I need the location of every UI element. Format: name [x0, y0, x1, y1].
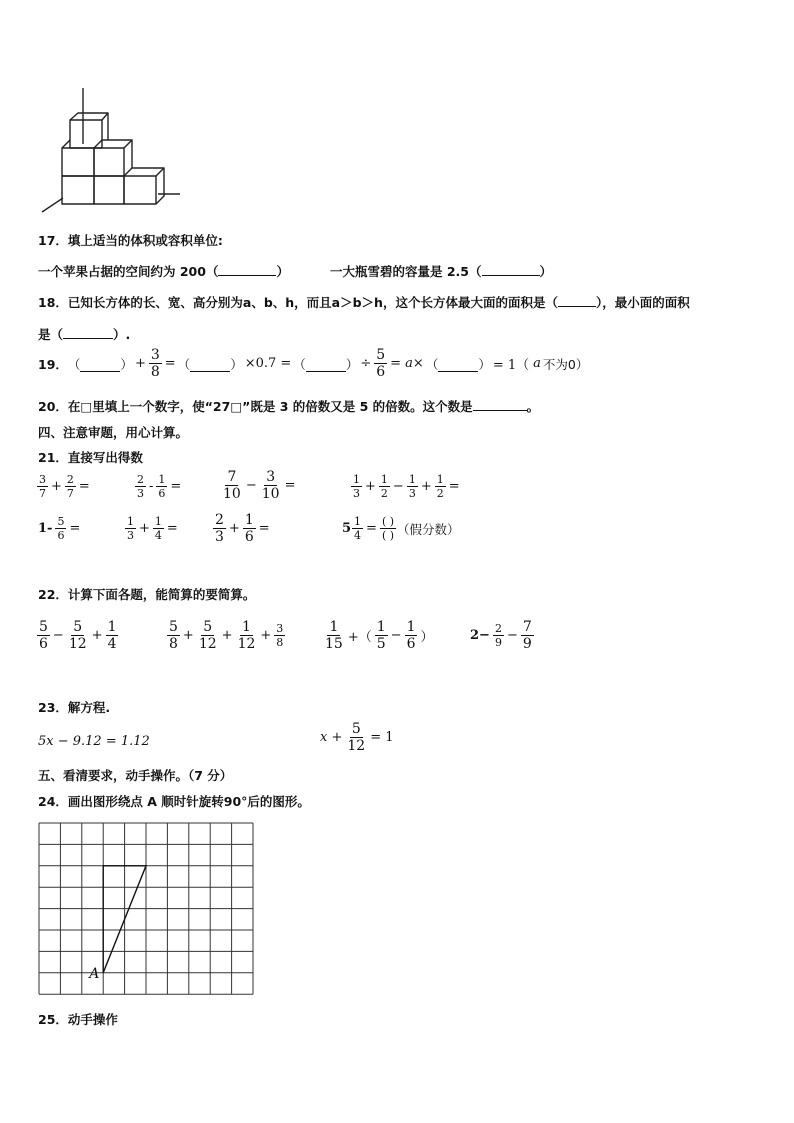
- q21-r1c1: $\frac{3}{7}$ + $\frac{2}{7}$ =: [39, 473, 90, 500]
- q18-text-mid: ），最小面的面积: [595, 295, 690, 310]
- q21-r2c1: 1- $\frac{5}{6}$ =: [38, 515, 81, 542]
- q19-lp4: （: [425, 356, 439, 372]
- q19-blank-3[interactable]: [306, 355, 346, 372]
- rotation-grid[interactable]: [38, 822, 256, 996]
- q17-item-a: [38, 262, 289, 280]
- q19-rp4: ）: [478, 356, 491, 372]
- q19-eq: =: [164, 356, 176, 371]
- q17-blank-b[interactable]: [482, 263, 540, 277]
- q19-ax: = a×: [390, 356, 424, 371]
- q18-text: 18．已知长方体的长、宽、高分别为a、b、h，而且a＞b＞h，这个长方体最大面的面积是（: [38, 295, 558, 310]
- q18-blank-min[interactable]: [63, 326, 113, 340]
- q19-label: 19．: [38, 356, 68, 372]
- q23-title: 23．解方程.: [38, 700, 111, 715]
- q25-title: 25．动手操作: [38, 1012, 118, 1027]
- q19-lp3: （: [293, 356, 306, 372]
- cube-stack-figure: [38, 86, 188, 216]
- section-5-heading: 五、看清要求，动手操作。（7 分）: [38, 768, 233, 783]
- point-a-label: A: [89, 965, 100, 982]
- q17-b-close: ）: [539, 264, 553, 279]
- q20-blank[interactable]: [473, 398, 527, 412]
- q17-title: 17．填上适当的体积或容积单位:: [38, 233, 223, 248]
- q17-blank-a[interactable]: [218, 263, 276, 277]
- q19-a-var: a: [533, 356, 541, 371]
- q20: [38, 397, 539, 415]
- q22-expr-2: $\frac{5}{8}$ + $\frac{5}{12}$ + $\frac{1}{12}$ + $\frac{3}{8}$: [169, 619, 284, 652]
- q19-tail: = 1（: [492, 358, 530, 373]
- q23-eq1: 5x − 9.12 = 1.12: [38, 734, 150, 749]
- q21-r2c2: $\frac{1}{3}$ + $\frac{1}{4}$ =: [127, 515, 178, 542]
- q21-r2c3: $\frac{2}{3}$ + $\frac{1}{6}$ =: [215, 512, 270, 545]
- q17-item-b: [330, 262, 552, 280]
- q19-frac-1: $\frac{3}{8}$: [150, 347, 160, 380]
- q19-blank-2[interactable]: [190, 355, 230, 372]
- q20-end: 。: [526, 399, 540, 414]
- q21-r2c4: 5 $\frac{1}{4}$ = $\frac{( )}{( )}$ （假分数）: [342, 515, 460, 542]
- q18-line1: [38, 293, 690, 311]
- section-4-heading: 四、注意审题，用心计算。: [38, 425, 189, 440]
- q18-blank-max[interactable]: [558, 294, 596, 308]
- q19-times: ×0.7 =: [244, 356, 292, 371]
- q19-equation: [38, 348, 588, 379]
- q19-lp2: （: [177, 356, 191, 372]
- q19-note: 不为0）: [542, 356, 589, 372]
- q19-frac-2: $\frac{5}{6}$: [376, 347, 386, 380]
- q21-r1c3: $\frac{7}{10}$ − $\frac{3}{10}$ =: [223, 469, 296, 502]
- q20-text: 20．在□里填上一个数字，使“27□”既是 3 的倍数又是 5 的倍数。这个数是: [38, 399, 473, 414]
- q22-expr-3: $\frac{1}{15}$ +（ $\frac{1}{5}$ − $\frac{1}{6}$ ）: [325, 619, 434, 652]
- q21-answer-fraction[interactable]: $\frac{( )}{( )}$: [381, 515, 395, 542]
- q18-text-2b: ）.: [113, 327, 131, 342]
- q19-rp3: ）: [345, 356, 359, 372]
- q17-a-close: ）: [276, 264, 289, 279]
- q18-text-2a: 是（: [38, 327, 64, 342]
- q22-expr-1: $\frac{5}{6}$ − $\frac{5}{12}$ + $\frac{1}{4}$: [39, 619, 117, 652]
- q21-r1c2: $\frac{2}{3}$ - $\frac{1}{6}$ =: [137, 473, 182, 500]
- q19-blank-1[interactable]: [80, 355, 120, 372]
- q21-r1c4: $\frac{1}{3}$ + $\frac{1}{2}$ − $\frac{1}{3}$ + $\frac{1}{2}$ =: [353, 473, 460, 500]
- q24-title: 24．画出图形绕点 A 顺时针旋转90°后的图形。: [38, 794, 310, 809]
- q17-item-b-text: 一大瓶雪碧的容量是 2.5（: [330, 264, 482, 279]
- q19-plus: +: [134, 356, 146, 371]
- q17-item-a-text: 一个苹果占据的空间约为 200（: [38, 264, 219, 279]
- q21-note: （假分数）: [397, 521, 460, 537]
- q22-title: 22．计算下面各题，能简算的要简算。: [38, 587, 256, 602]
- q19-rp1: ）: [120, 356, 133, 372]
- q18-line2: [38, 325, 130, 343]
- q21-title: 21．直接写出得数: [38, 450, 143, 465]
- q19-rp2: ）: [230, 356, 243, 372]
- q22-expr-4: 2− $\frac{2}{9}$ − $\frac{7}{9}$: [470, 619, 532, 652]
- q23-eq2: x + $\frac{5}{12}$ = 1: [320, 721, 394, 754]
- q19-div: ÷: [360, 356, 372, 371]
- q19-blank-4[interactable]: [438, 355, 478, 372]
- q19-lp1: （: [67, 356, 81, 372]
